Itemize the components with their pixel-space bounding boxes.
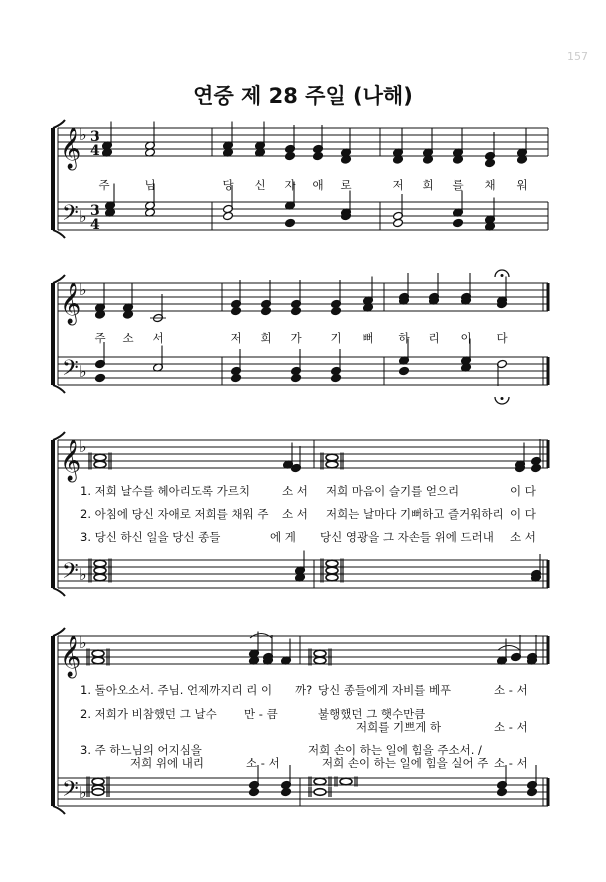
lyric-syllable: 가 <box>290 331 302 345</box>
bracket-cap <box>53 385 65 393</box>
verse-2-part-a: 2. 아침에 당신 자애로 저희를 채워 주 <box>80 507 269 521</box>
note-head <box>231 306 242 315</box>
bass-clef-icon: 𝄢 <box>62 777 79 807</box>
note-head <box>331 306 342 315</box>
note-head <box>231 373 242 382</box>
bracket-cap <box>53 432 65 440</box>
bracket-cap <box>53 230 65 238</box>
treble-clef-icon: 𝄞 <box>60 128 82 169</box>
breve-note <box>326 560 338 567</box>
lyric-syllable: 당 <box>222 178 234 192</box>
lyric-syllable: 워 <box>516 178 528 192</box>
fermata-dot <box>501 274 504 277</box>
breve-note <box>314 657 326 664</box>
page-title: 연중 제 28 주일 (나해) <box>193 84 413 108</box>
lyric-syllable: 희 <box>422 178 434 192</box>
verse-1-part-c: 당신 종들에게 자비를 베푸 <box>318 683 452 697</box>
bass-clef-icon: 𝄢 <box>62 356 79 386</box>
note-head <box>291 306 302 315</box>
verse-3-part-c1: 저희 손이 하는 일에 힘을 주소서. / <box>308 743 482 757</box>
time-signature: 3 <box>90 203 100 219</box>
note-head <box>223 211 234 220</box>
breve-note <box>92 789 104 796</box>
verse-3-part-d: 소 - 서 <box>494 756 528 770</box>
time-signature: 4 <box>90 217 100 233</box>
verse-3-part-a: 3. 당신 하신 일을 당신 종들 <box>80 530 221 544</box>
breve-note <box>326 461 338 468</box>
flat-icon: ♭ <box>79 207 87 226</box>
note-head <box>249 787 260 796</box>
lyric-syllable: 자 <box>284 178 296 192</box>
lyric-syllable: 님 <box>144 178 156 192</box>
verse-2-part-c: 저희는 날마다 기뻐하고 즐거워하리 <box>326 507 504 521</box>
slur <box>498 646 520 651</box>
note-head <box>531 463 542 472</box>
verse-1-part-b: 소 서 <box>282 484 308 498</box>
breve-note <box>92 657 104 664</box>
verse-1-part-d: 소 - 서 <box>494 683 528 697</box>
lyric-syllable: 주 <box>94 331 106 345</box>
flat-icon: ♭ <box>79 437 87 456</box>
lyric-syllable: 희 <box>260 331 272 345</box>
breve-note <box>94 567 106 574</box>
breve-note <box>94 454 106 461</box>
breve-note <box>94 560 106 567</box>
breve-note <box>326 574 338 581</box>
flat-icon: ♭ <box>79 280 87 299</box>
page-number: 157 <box>567 50 588 63</box>
lyric-syllable: 주 <box>98 178 110 192</box>
bracket-cap <box>53 628 65 636</box>
note-head <box>485 158 496 167</box>
breve-note <box>314 650 326 657</box>
verse-3-part-b: 소 - 서 <box>246 756 280 770</box>
flat-icon: ♭ <box>79 633 87 652</box>
breve-note <box>326 567 338 574</box>
bass-clef-icon: 𝄢 <box>62 559 79 589</box>
lyric-syllable: 저 <box>230 331 242 345</box>
verse-2-part-b: 만 - 큼 <box>244 707 278 721</box>
verse-3-part-a1: 3. 주 하느님의 어지심을 <box>80 743 202 757</box>
verse-1-part-a: 1. 돌아오소서. 주님. 언제까지리 리 이 <box>80 683 273 697</box>
note-head <box>285 218 296 227</box>
lyric-syllable: 애 <box>312 178 324 192</box>
verse-2-part-d: 이 다 <box>510 507 536 521</box>
bass-clef-icon: 𝄢 <box>62 201 79 231</box>
lyric-syllable: 로 <box>340 178 352 192</box>
note-head <box>285 151 296 160</box>
verse-1-part-a: 1. 저희 날수를 헤아리도록 가르치 <box>80 484 251 498</box>
bracket-cap <box>53 588 65 596</box>
treble-clef-icon: 𝄞 <box>60 636 82 677</box>
flat-icon: ♭ <box>79 783 87 802</box>
lyric-syllable: 다 <box>496 331 508 345</box>
verse-2-part-a: 2. 저희가 비참했던 그 날수 <box>80 707 217 721</box>
bracket-cap <box>53 275 65 283</box>
bracket-cap <box>53 806 65 814</box>
note-head <box>331 373 342 382</box>
verse-2-part-c2: 저희를 기쁘게 하 <box>356 720 442 734</box>
breve-note <box>92 650 104 657</box>
breve-note <box>340 778 352 785</box>
verse-2-part-d: 소 - 서 <box>494 720 528 734</box>
breve-note <box>94 574 106 581</box>
note-head <box>497 787 508 796</box>
note-head <box>527 787 538 796</box>
lyric-syllable: 하 <box>398 331 410 345</box>
lyric-syllable: 이 <box>460 331 472 345</box>
note-head <box>95 373 106 382</box>
lyric-syllable: 신 <box>254 178 266 192</box>
note-head <box>399 366 410 375</box>
breve-note <box>92 778 104 785</box>
breve-note <box>314 789 326 796</box>
lyric-syllable: 서 <box>152 331 164 345</box>
breve-note <box>94 461 106 468</box>
bracket-cap <box>53 120 65 128</box>
verse-3-part-b: 에 게 <box>270 530 296 544</box>
verse-2-part-c1: 불행했던 그 햇수만큼 <box>318 707 426 721</box>
flat-icon: ♭ <box>79 125 87 144</box>
treble-clef-icon: 𝄞 <box>60 283 82 324</box>
verse-1-part-d: 이 다 <box>510 484 536 498</box>
lyric-syllable: 리 <box>428 331 440 345</box>
note-head <box>313 151 324 160</box>
note-head <box>453 218 464 227</box>
verse-2-part-b: 소 서 <box>282 507 308 521</box>
note-head <box>281 787 292 796</box>
note-head <box>393 218 404 227</box>
lyric-syllable: 를 <box>452 178 464 192</box>
verse-3-part-d: 소 서 <box>510 530 536 544</box>
verse-3-part-a2: 저희 위에 내리 <box>130 756 204 770</box>
time-signature: 4 <box>90 143 100 159</box>
note-head <box>291 373 302 382</box>
lyric-syllable: 기 <box>330 331 342 345</box>
breve-note <box>314 778 326 785</box>
time-signature: 3 <box>90 129 100 145</box>
verse-3-part-c2: 저희 손이 하는 일에 힘을 실어 주 <box>322 756 489 770</box>
fermata-dot <box>501 397 504 400</box>
lyric-syllable: 채 <box>484 178 496 192</box>
breve-note <box>326 454 338 461</box>
verse-1-part-b: 까? <box>295 683 313 697</box>
lyric-syllable: 소 <box>122 331 134 345</box>
note-head <box>261 306 272 315</box>
treble-clef-icon: 𝄞 <box>60 440 82 481</box>
lyric-syllable: 뻐 <box>362 331 374 345</box>
flat-icon: ♭ <box>79 565 87 584</box>
flat-icon: ♭ <box>79 362 87 381</box>
verse-1-part-c: 저희 마음이 슬기를 얻으리 <box>326 484 460 498</box>
verse-3-part-c: 당신 영광을 그 자손들 위에 드러내 <box>320 530 494 544</box>
lyric-syllable: 저 <box>392 178 404 192</box>
